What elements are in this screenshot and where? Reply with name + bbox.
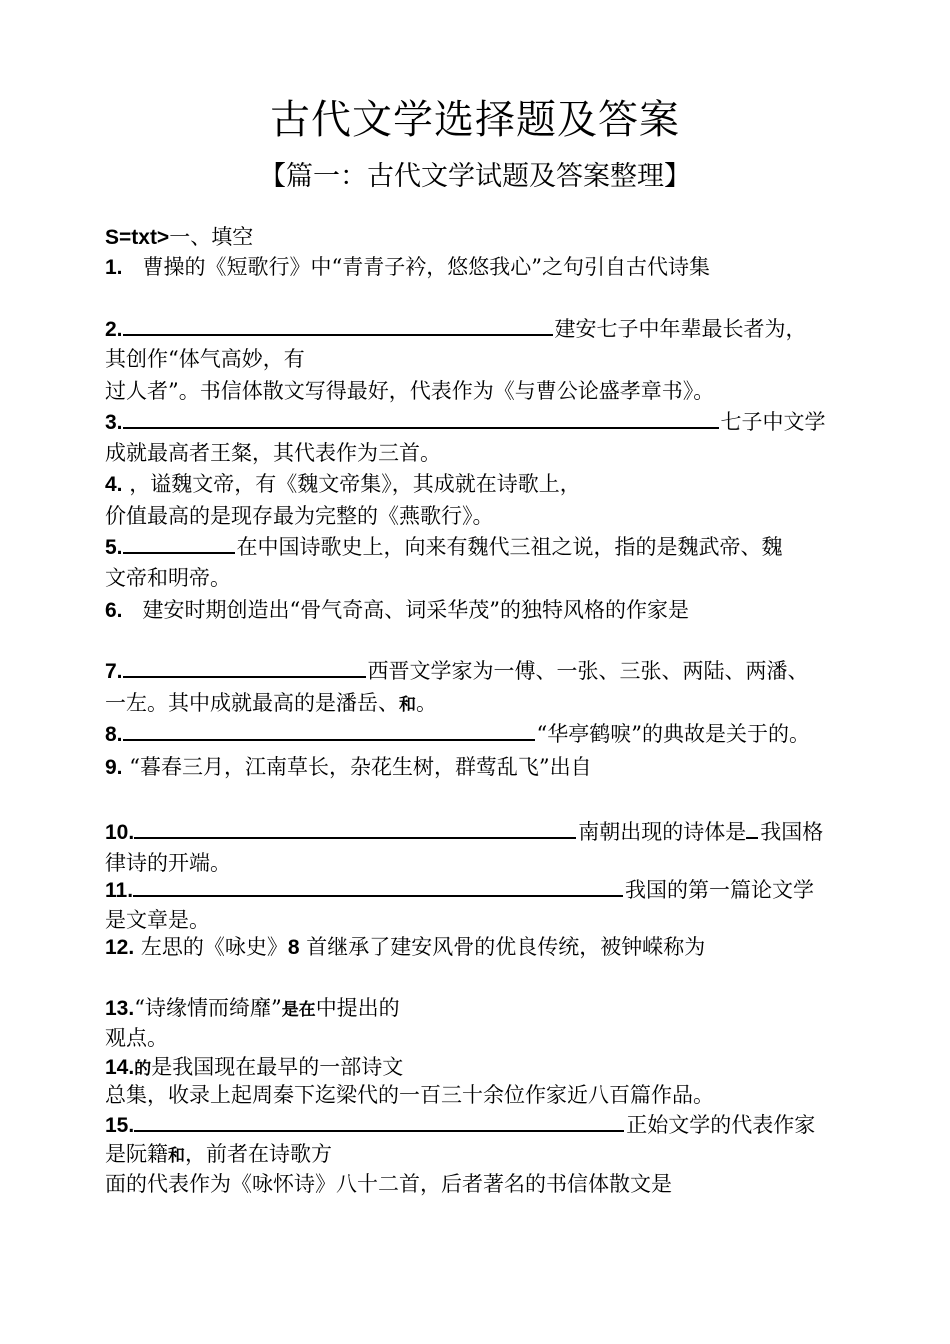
question-9	[105, 753, 592, 782]
question-11	[105, 876, 814, 905]
question-10	[105, 818, 823, 847]
question-6	[105, 596, 689, 625]
question-number: 13.	[105, 997, 135, 1020]
question-text: 正始文学的代表作家	[626, 1113, 816, 1137]
question-text: 一左。其中成就最高的是潘岳、	[105, 691, 399, 715]
question-2	[105, 315, 807, 344]
answer-blank[interactable]	[123, 534, 235, 554]
question-text: 的	[134, 1059, 152, 1078]
question-number: 12.	[105, 936, 135, 959]
answer-blank[interactable]	[123, 721, 535, 741]
question-13	[105, 994, 400, 1024]
question-number: 10.	[105, 821, 135, 844]
question-3	[105, 408, 826, 437]
question-4	[105, 470, 581, 499]
answer-blank[interactable]	[123, 658, 366, 678]
question-11-line-2: 是文章是。	[105, 908, 210, 932]
question-text: “暮春三月，江南草长，杂花生树，群莺乱飞”出自	[129, 755, 592, 779]
question-15	[105, 1111, 815, 1140]
question-text: ，前者在诗歌方	[185, 1142, 332, 1166]
question-text: 左思的《咏史》	[140, 935, 288, 959]
question-4-line-2: 价值最高的是现存最为完整的《燕歌行》。	[105, 504, 494, 528]
question-number: 8.	[105, 723, 123, 746]
question-2-line-3: 过人者”。书信体散文写得最好，代表作为《与曹公论盛孝章书》。	[105, 379, 715, 403]
question-text: 我国格	[760, 820, 824, 844]
section-prefix: S=txt>	[105, 226, 170, 249]
question-number: 14.	[105, 1056, 135, 1079]
question-text: 是我国现在最早的一部诗文	[151, 1055, 404, 1079]
question-number: 15.	[105, 1114, 135, 1137]
question-number: 2.	[105, 318, 123, 341]
question-text: ，谥魏文帝，有《魏文帝集》，其成就在诗歌上，	[122, 472, 581, 496]
bold-conjunction: 和	[399, 695, 416, 714]
question-text: 西晋文学家为一傅、一张、三张、两陆、两潘、	[367, 659, 809, 683]
question-number: 3.	[105, 411, 123, 434]
question-text: 我国的第一篇论文学	[625, 878, 815, 902]
answer-blank[interactable]	[123, 409, 719, 429]
question-number: 1.	[105, 256, 123, 279]
question-text: 首继承了建安风骨的优良传统，被钟嵘称为	[306, 935, 706, 959]
question-13-line-2: 观点。	[105, 1026, 168, 1050]
question-text: 。	[416, 691, 437, 715]
answer-blank[interactable]	[133, 877, 623, 897]
question-text: 中提出的	[315, 996, 400, 1020]
question-7-line-2	[105, 689, 437, 719]
question-text: 建安时期创造出“骨气奇高、词采华茂”的独特风格的作家是	[142, 598, 690, 622]
document-title: 古代文学选择题及答案	[270, 97, 680, 143]
question-text: 是在	[281, 1000, 316, 1019]
question-10-line-2: 律诗的开端。	[105, 851, 231, 875]
answer-blank[interactable]	[134, 819, 576, 839]
question-15-line-2	[105, 1140, 332, 1170]
question-14-line-2: 总集，收录上起周秦下迄梁代的一百三十余位作家近八百篇作品。	[105, 1083, 714, 1107]
question-12	[105, 933, 705, 962]
question-2-line-2: 其创作“体气高妙，有	[105, 347, 305, 371]
question-text: 七子中文学	[720, 410, 826, 434]
question-number: 7.	[105, 660, 123, 683]
answer-blank[interactable]	[134, 1112, 624, 1132]
section-text: 一、填空	[169, 225, 254, 249]
question-text: 南朝出现的诗体是	[578, 820, 747, 844]
question-number: 6.	[105, 599, 123, 622]
question-text: 建安七子中年辈最长者为，	[554, 317, 807, 341]
section-heading	[105, 223, 253, 252]
question-5	[105, 533, 783, 562]
question-1	[105, 253, 710, 282]
answer-blank[interactable]	[746, 819, 758, 839]
question-8	[105, 720, 810, 749]
question-text: 是阮籍	[105, 1142, 168, 1166]
question-7	[105, 657, 809, 686]
question-text: 在中国诗歌史上，向来有魏代三祖之说，指的是魏武帝、魏	[236, 535, 783, 559]
bold-conjunction: 和	[168, 1146, 185, 1165]
question-text: 8	[287, 936, 300, 959]
question-number: 5.	[105, 536, 123, 559]
answer-blank[interactable]	[123, 316, 553, 336]
question-text: “诗缘情而绮靡”	[134, 996, 282, 1020]
question-text: 曹操的《短歌行》中“青青子衿，悠悠我心”之句引自古代诗集	[142, 255, 711, 279]
question-number: 9.	[105, 756, 123, 779]
document-subtitle: 【篇一：古代文学试题及答案整理】	[259, 161, 691, 192]
question-15-line-3: 面的代表作为《咏怀诗》八十二首，后者著名的书信体散文是	[105, 1172, 672, 1196]
question-text: “华亭鹤唳”的典故是关于的。	[536, 722, 810, 746]
question-number: 4.	[105, 473, 123, 496]
question-5-line-2: 文帝和明帝。	[105, 566, 231, 590]
question-3-line-2: 成就最高者王粲，其代表作为三首。	[105, 441, 441, 465]
question-14	[105, 1053, 403, 1083]
question-number: 11.	[105, 879, 134, 902]
